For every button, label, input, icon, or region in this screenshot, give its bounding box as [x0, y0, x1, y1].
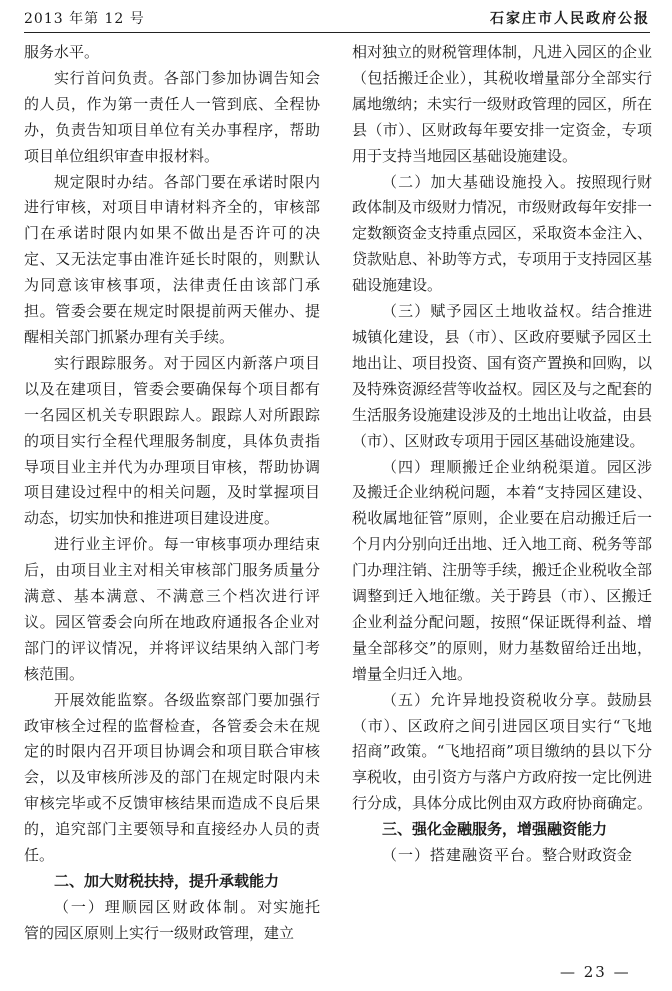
paragraph — [24, 895, 320, 947]
paragraph — [24, 40, 320, 66]
subsection-lead: （一）理顺园区财政体制。 — [54, 897, 258, 916]
paragraph-text: 服务水平。 — [24, 43, 100, 61]
section-heading-text: 二、加大财税扶持，提升承载能力 — [54, 872, 280, 890]
subsection-lead: （五）允许异地投资税收分享。 — [382, 690, 607, 709]
paragraph-text: 相对独立的财税管理体制，凡进入园区的企业（包括搬迁企业），其税收增量部分全部实行属地缴纳；未实行一级财政管理的园区，所在县（市）、区财政每年要安排一定资金，专项用于支持当地园区基础设施建设。 — [352, 43, 653, 165]
section-heading — [24, 869, 320, 895]
issue-label: 2013 年第 12 号 — [24, 11, 145, 27]
publication-title: 石家庄市人民政府公报 — [490, 11, 650, 27]
left-column — [24, 40, 320, 947]
paragraph-text: 鼓励县（市）、区政府之间引进园区项目实行“飞地招商”政策。“飞地招商”项目缴纳的县以下分享税收，由引资方与落户方政府按一定比例进行分成，具体分成比例由双方政府协商确定。 — [352, 690, 653, 813]
subsection-lead: （二）加大基础设施投入。 — [382, 172, 577, 191]
page-header — [24, 6, 650, 32]
paragraph — [352, 455, 652, 688]
right-column — [352, 40, 652, 869]
subsection-lead: （一）搭建融资平台。 — [382, 846, 543, 865]
paragraph — [24, 688, 320, 869]
paragraph — [24, 170, 320, 351]
paragraph-text: 实行首问负责。各部门参加协调告知会的人员，作为第一责任人一管到底、全程协办，负责告知项目单位有关办事程序，帮助项目单位组织审查申报材料。 — [24, 68, 320, 165]
paragraph-text: 开展效能监察。各级监察部门要加强行政审核全过程的监督检查，各管委会未在规定的时限内召开项目协调会和项目联合审核会，以及审核所涉及的部门在规定时限内未审核完毕或不反馈审核结果而造成不良后果的，追究部门主要领导和直接经办人员的责任。 — [24, 690, 320, 865]
paragraph-text: 整合财政资金 — [542, 846, 633, 865]
paragraph-text: 园区涉及搬迁企业纳税问题，本着“支持园区建设、税收属地征管”原则，企业要在启动搬迁后一个月内分别向迁出地、迁入地工商、税务等部门办理注销、注册等手续，搬迁企业税收全部调整到迁入地征缴。关于跨县（市）、区搬迁企业利益分配问题，按照“保证既得利益、增量全部移交”的原则，财力基数留给迁出地，增量全归迁入地。 — [352, 457, 653, 683]
paragraph-text: 规定限时办结。各部门要在承诺时限内进行审核，对项目申请材料齐全的，审核部门在承诺时限内如果不做出是否许可的决定、又无法定事由准许延长时限的，则默认为同意该审核事项，法律责任由该部门承担。管委会要在规定时限提前两天催办、提醒相关部门抓紧办理有关手续。 — [24, 172, 320, 346]
paragraph — [352, 688, 652, 818]
paragraph — [24, 351, 320, 532]
paragraph-text: 实行跟踪服务。对于园区内新落户项目以及在建项目，管委会要确保每个项目都有一名园区机关专职跟踪人。跟踪人对所跟踪的项目实行全程代理服务制度，具体负责指导项目业主并代为办理项目审核，帮助协调项目建设过程中的相关问题，及时掌握项目动态，切实加快和推进项目建设进度。 — [24, 353, 320, 528]
paragraph — [352, 40, 652, 170]
paragraph-text: 进行业主评价。每一审核事项办理结束后，由项目业主对相关审核部门服务质量分满意、基本满意、不满意三个档次进行评议。园区管委会向所在地政府通报各企业对部门的评议情况，并将评议结果纳入部门考核范围。 — [24, 535, 320, 683]
paragraph — [24, 532, 320, 687]
paragraph-text: 按照现行财政体制及市级财力情况，市级财政每年安排一定数额资金支持重点园区，采取资本金注入、贷款贴息、补助等方式，专项用于支持园区基础设施建设。 — [352, 172, 653, 295]
subsection-lead: （四）理顺搬迁企业纳税渠道。 — [382, 457, 607, 476]
paragraph — [352, 170, 652, 300]
paragraph — [352, 299, 652, 454]
header-rule — [24, 32, 650, 33]
paragraph — [352, 843, 652, 869]
paragraph-text: 结合推进城镇化建设，县（市）、区政府要赋予园区土地出让、项目投资、国有资产置换和回购，以及特殊资源经营等收益权。园区及与之配套的生活服务设施建设涉及的土地出让收益，由县（市）、区财政专项用于园区基础设施建设。 — [352, 302, 653, 450]
section-heading-text: 三、强化金融服务，增强融资能力 — [382, 820, 608, 839]
page-number: — 23 — — [560, 963, 631, 981]
paragraph-text: 对实施托管的园区原则上实行一级财政管理，建立 — [24, 897, 320, 942]
paragraph — [24, 66, 320, 170]
subsection-lead: （三）赋予园区土地收益权。 — [382, 302, 592, 321]
section-heading — [352, 817, 652, 843]
